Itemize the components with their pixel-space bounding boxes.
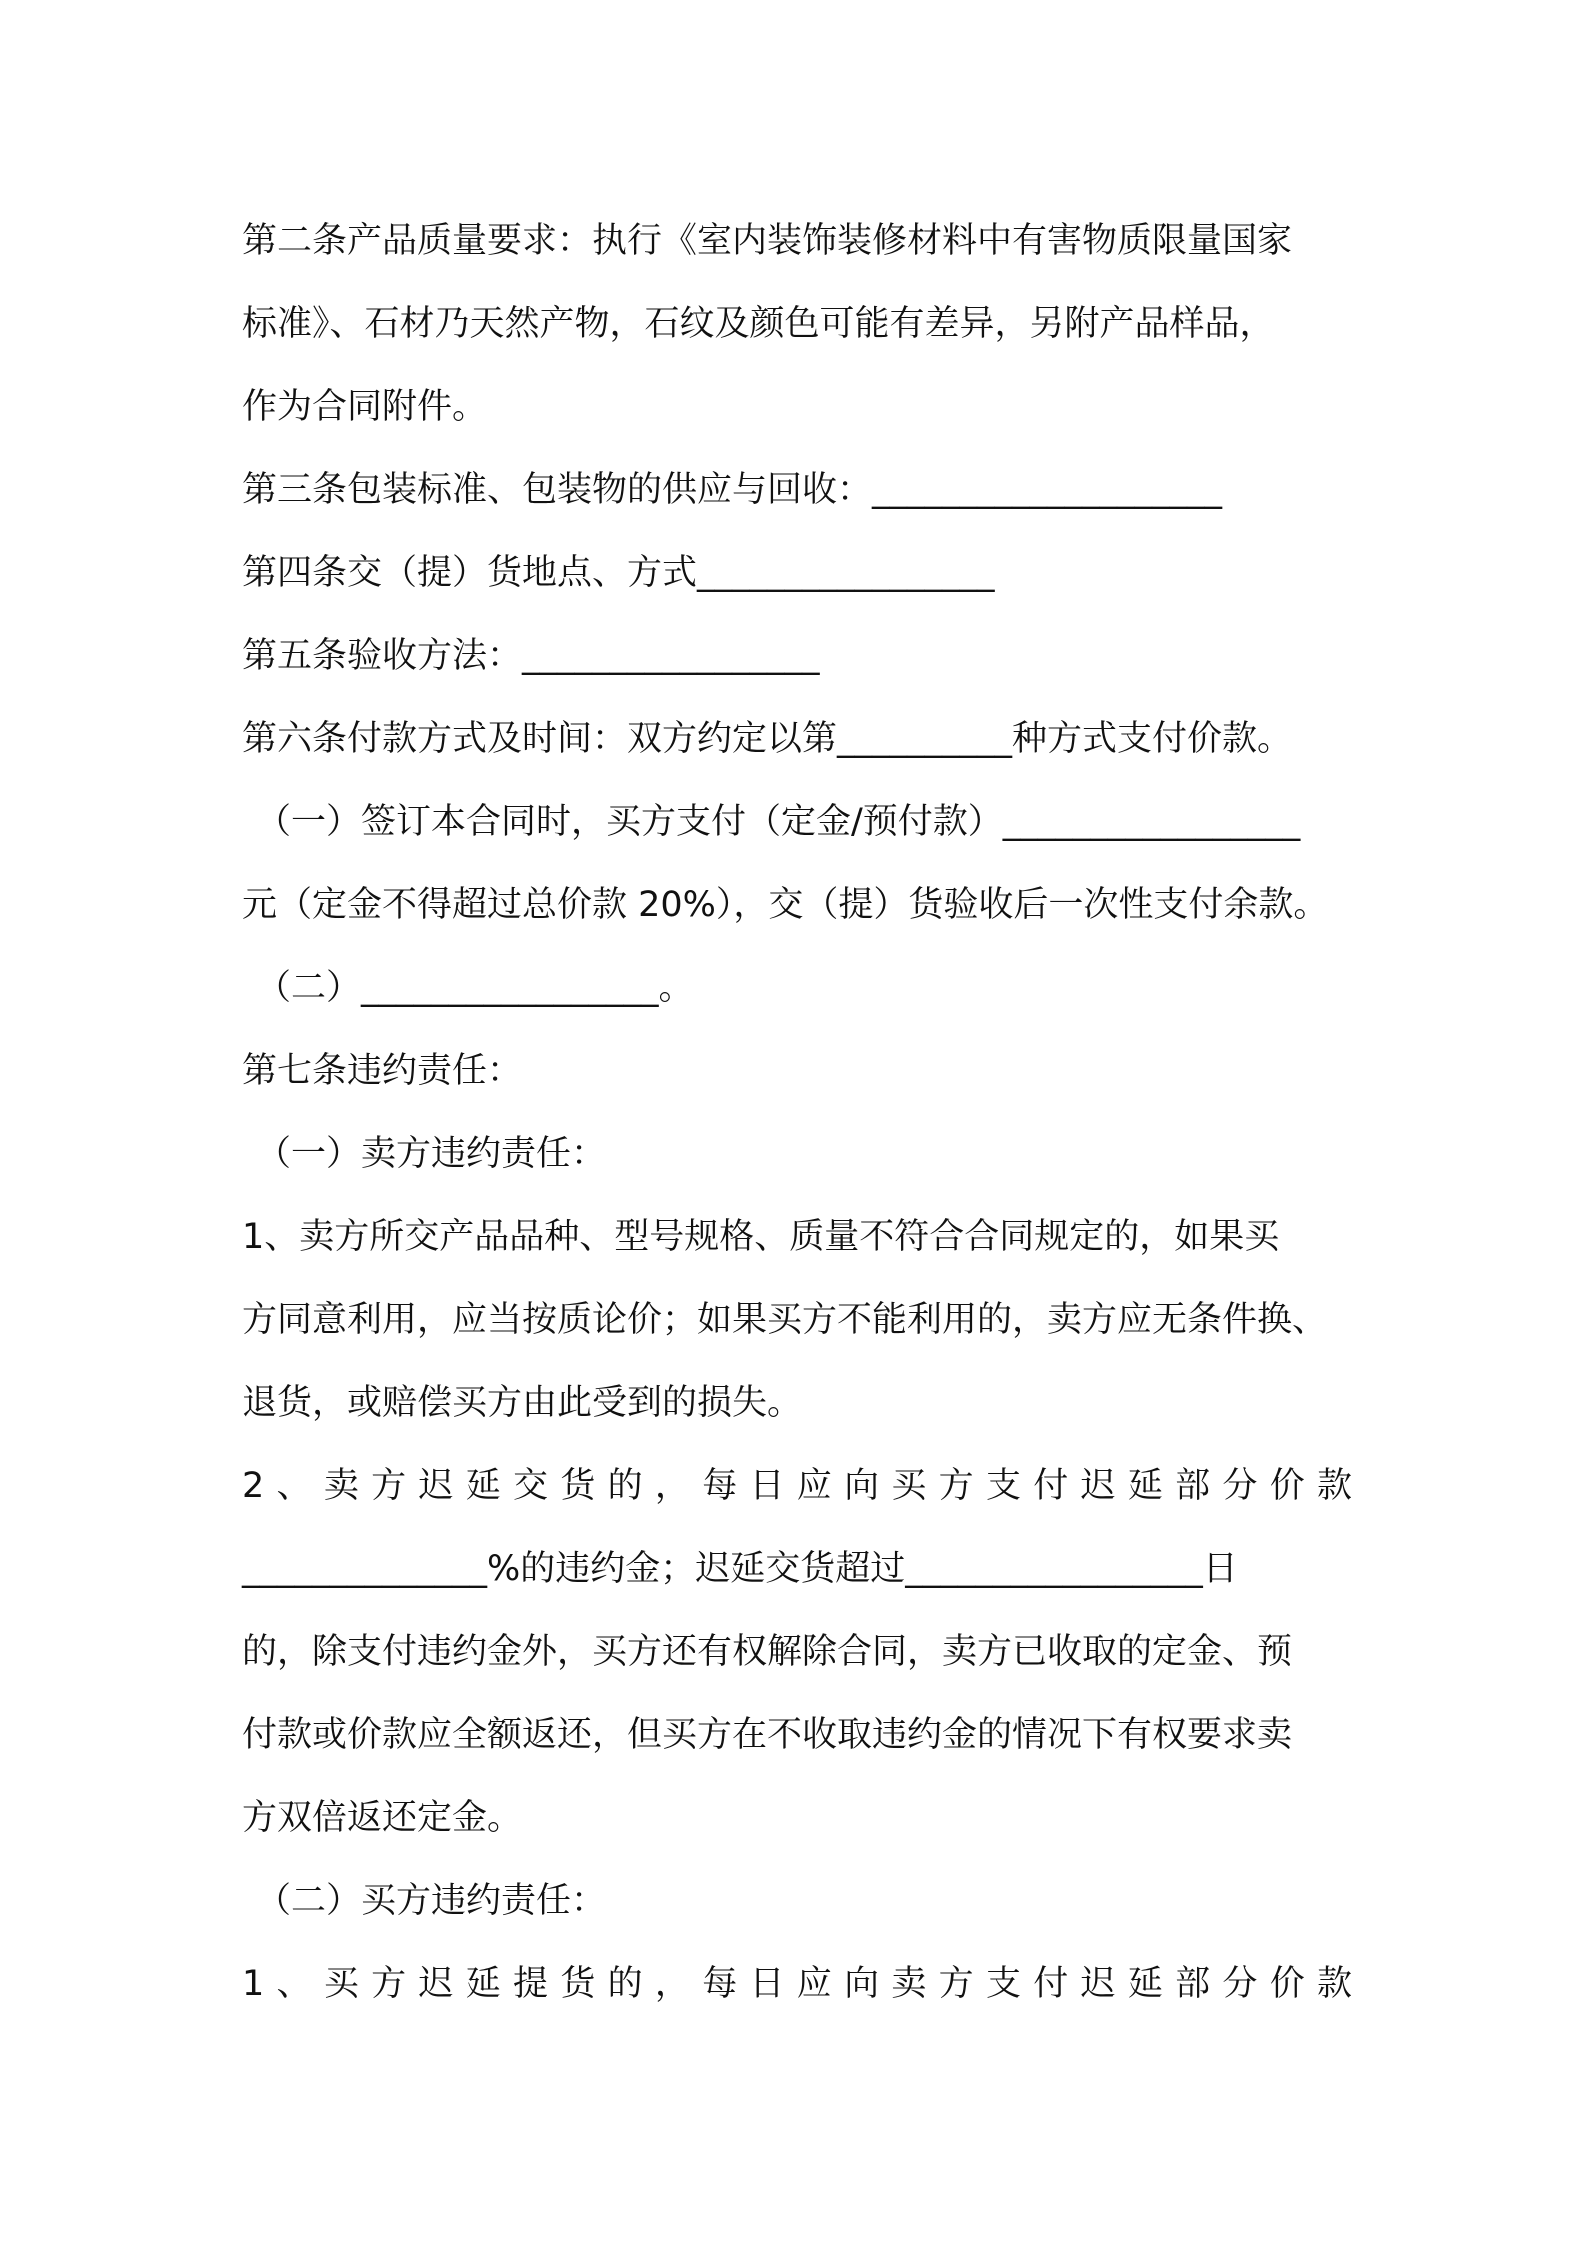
clause-2-line-1: 第二条产品质量要求：执行《室内装饰装修材料中有害物质限量国家 (242, 221, 1293, 261)
seller-liability-2-line-1: 2、卖方迟延交货的，每日应向买方支付迟延部分价款 (242, 1466, 1352, 1506)
buyer-liability-heading: （二）买方违约责任： (256, 1881, 607, 1921)
buyer-liability-1-line-1: 1、买方迟延提货的，每日应向卖方支付迟延部分价款 (242, 1964, 1352, 2004)
clause-7-heading: 第七条违约责任： (242, 1051, 523, 1091)
clause-6-item-1-line-1: （一）签订本合同时，买方支付（定金/预付款）_________________ (256, 802, 1301, 842)
clause-6: 第六条付款方式及时间：双方约定以第__________种方式支付价款。 (242, 719, 1293, 759)
clause-4: 第四条交（提）货地点、方式_________________ (242, 553, 995, 593)
clause-2-line-3: 作为合同附件。 (242, 387, 488, 427)
contract-page (242, 200, 1352, 2026)
clause-5: 第五条验收方法：_________________ (242, 636, 820, 676)
seller-liability-1-line-2: 方同意利用，应当按质论价；如果买方不能利用的，卖方应无条件换、 (242, 1300, 1328, 1340)
seller-liability-2-line-2: ______________%的违约金；迟延交货超过_________________日 (242, 1549, 1238, 1589)
clause-2-line-2: 标准》、石材乃天然产物，石纹及颜色可能有差异，另附产品样品， (242, 304, 1275, 344)
seller-liability-2-line-3: 的，除支付违约金外，买方还有权解除合同，卖方已收取的定金、预 (242, 1632, 1293, 1672)
clause-3: 第三条包装标准、包装物的供应与回收：____________________ (242, 470, 1223, 510)
clause-6-item-1-line-2: 元（定金不得超过总价款 20%），交（提）货验收后一次性支付余款。 (242, 885, 1329, 925)
seller-liability-1-line-1: 1、卖方所交产品品种、型号规格、质量不符合合同规定的，如果买 (242, 1217, 1280, 1257)
seller-liability-2-line-4: 付款或价款应全额返还，但买方在不收取违约金的情况下有权要求卖 (242, 1715, 1293, 1755)
seller-liability-2-line-5: 方双倍返还定金。 (242, 1798, 523, 1838)
seller-liability-1-line-3: 退货，或赔偿买方由此受到的损失。 (242, 1383, 803, 1423)
clause-6-item-2: （二）_________________。 (256, 968, 694, 1008)
seller-liability-heading: （一）卖方违约责任： (256, 1134, 607, 1174)
